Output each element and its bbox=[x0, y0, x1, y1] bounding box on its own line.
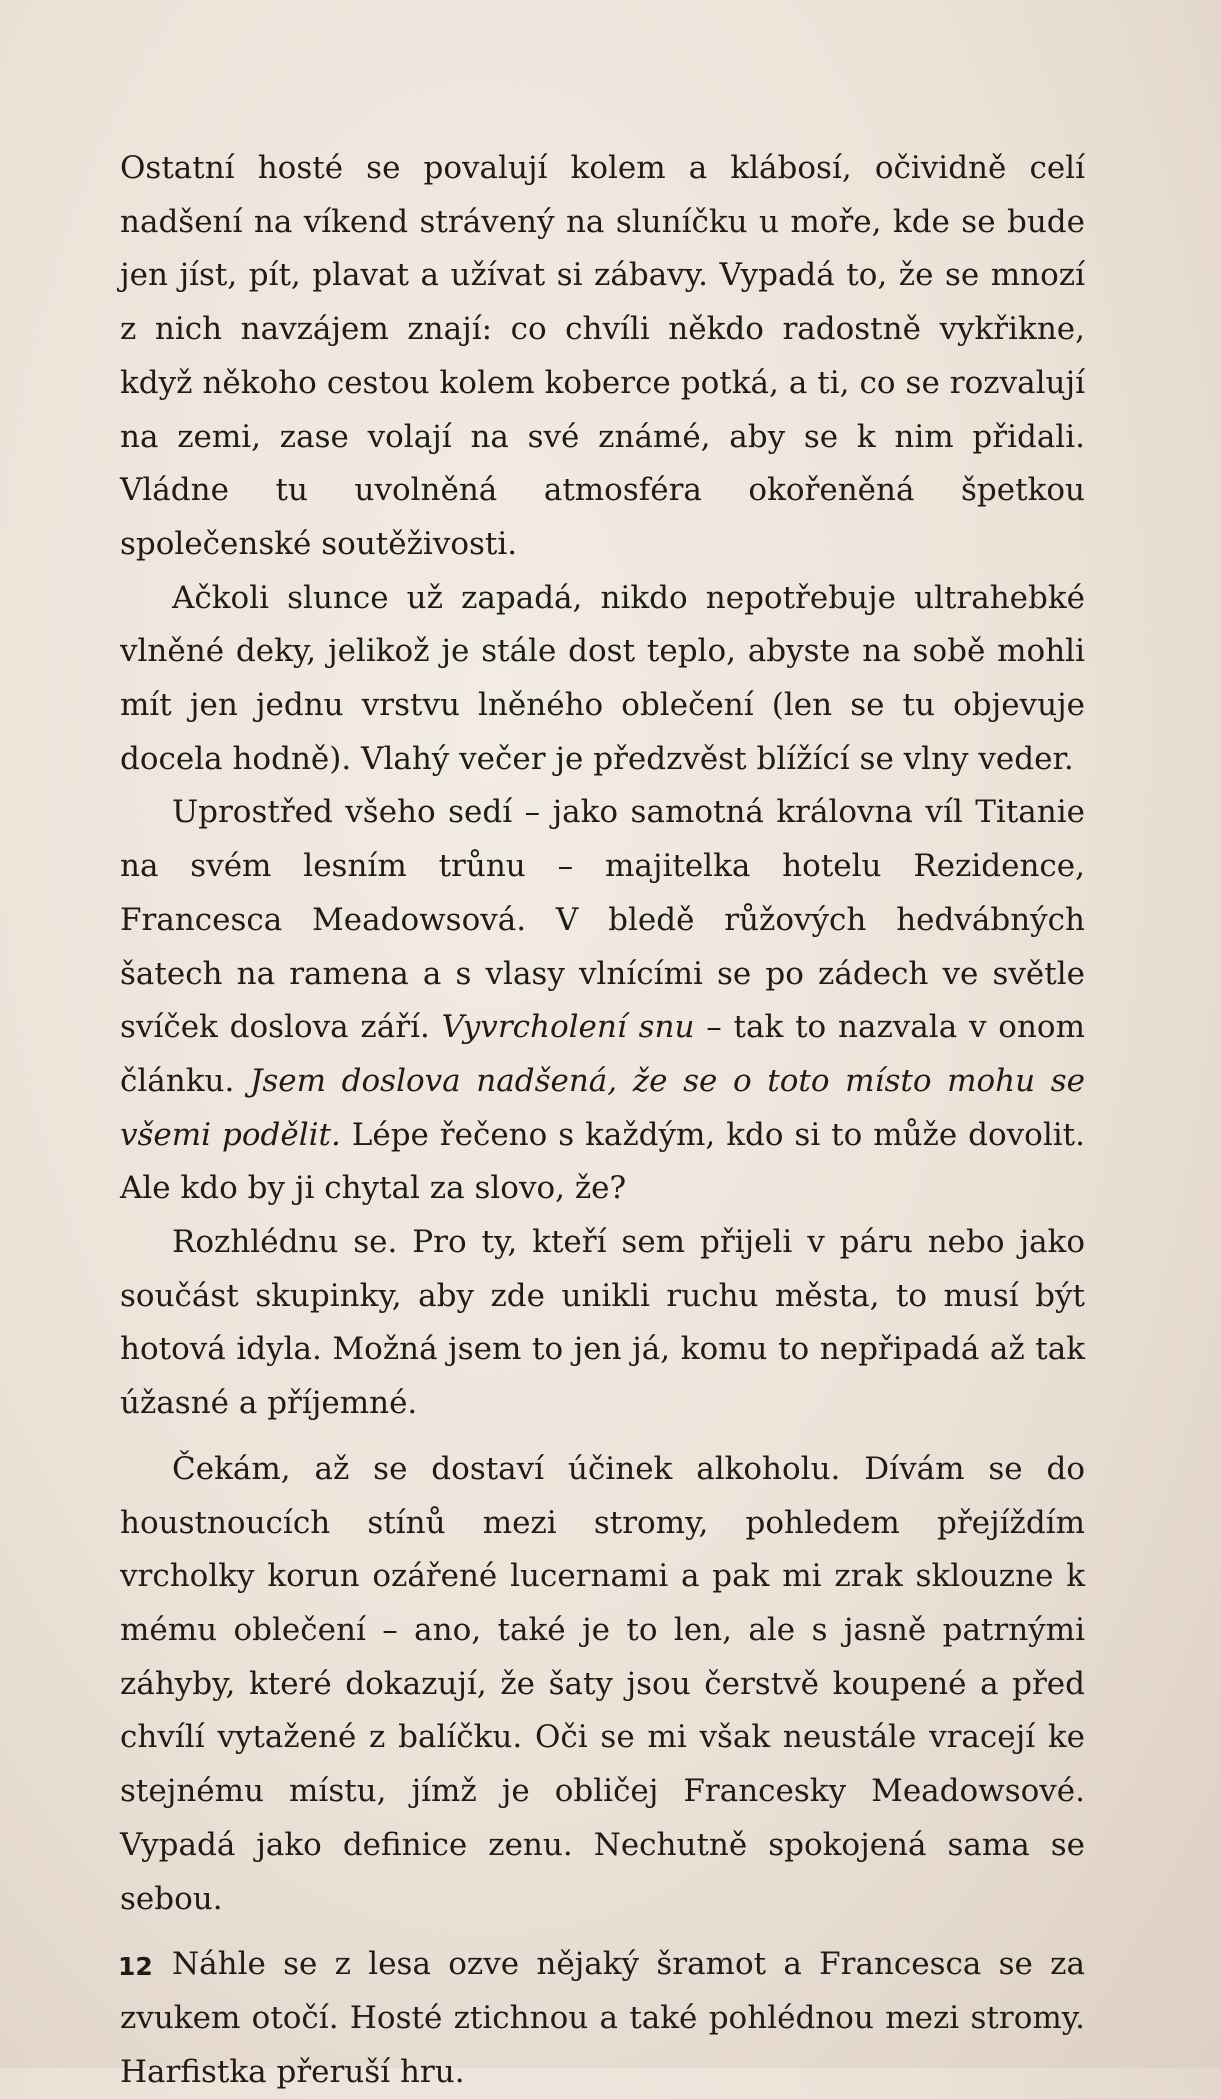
paragraph bbox=[120, 1938, 1085, 2099]
text-segment: Rozhlédnu se. Pro ty, kteří sem přijeli v páru nebo jako součást skupinky, aby zde unikli ruchu města, to musí být hotová idyla. Možná jsem to jen já, komu to nepřipadá až tak úžasné a příjemné. bbox=[120, 1224, 1085, 1422]
text-segment: Uprostřed všeho sedí – jako samotná královna víl Titanie na svém lesním trůnu – majitelka hotelu Rezidence, Francesca Meadowsová. V bledě růžových hedvábných šatech na ramena a s vlasy vlnícími se po zádech ve světle svíček doslova září. bbox=[120, 794, 1085, 1046]
text-segment: Čekám, až se dostaví účinek alkoholu. Dívám se do houstnoucích stínů mezi stromy, pohledem přejíždím vrcholky korun ozářené lucernami a pak mi zrak sklouzne k mému oblečení – ano, také je to len, ale s jasně patrnými záhyby, které dokazují, že šaty jsou čerstvě koupené a před chvílí vytažené z balíčku. Oči se mi však neustále vracejí ke stejnému místu, jímž je obličej Francesky Meadowsové. Vypadá jako definice zenu. Nechutně spokojená sama se sebou. bbox=[120, 1450, 1085, 1917]
italic-quote: Vyvrcholení snu bbox=[441, 1009, 695, 1046]
text-segment: Ačkoli slunce už zapadá, nikdo nepotřebuje ultrahebké vlněné deky, jelikož je stále dost teplo, abyste na sobě mohli mít jen jednu vrstvu lněného oblečení (len se tu objevuje docela hodně). Vlahý večer je předzvěst blížící se vlny veder. bbox=[120, 579, 1085, 777]
text-segment: Lépe řečeno s každým, kdo si to může dovolit. Ale kdo by ji chytal za slovo, že? bbox=[120, 1116, 1085, 1207]
paragraph bbox=[120, 142, 1085, 572]
page-number: 12 bbox=[118, 1952, 153, 1981]
paragraph bbox=[120, 1443, 1085, 1926]
paragraph bbox=[120, 1216, 1085, 1431]
paragraph bbox=[120, 572, 1085, 787]
text-segment: – tak to nazvala v onom článku. bbox=[120, 1009, 1085, 1099]
text-segment: Ostatní hosté se povalují kolem a klábosí, očividně celí nadšení na víkend strávený na sluníčku u moře, kde se bude jen jíst, pít, plavat a užívat si zábavy. Vypadá to, že se mnozí z nich navzájem znají: co chvíli někdo radostně vykřikne, když někoho cestou kolem koberce potká, a ti, co se rozvalují na zemi, zase volají na své známé, aby se k nim přidali. Vládne tu uvolněná atmosféra okořeněná špetkou společenské soutěživosti. bbox=[120, 150, 1085, 562]
italic-quote: Jsem doslova nadšená, že se o toto místo mohu se všemi podělit. bbox=[120, 1062, 1085, 1153]
paragraph bbox=[120, 786, 1085, 1216]
body-text bbox=[120, 142, 1085, 2099]
text-segment: Náhle se z lesa ozve nějaký šramot a Francesca se za zvukem otočí. Hosté ztichnou a také pohlédnou mezi stromy. Harfistka přeruší hru. bbox=[120, 1946, 1085, 2090]
